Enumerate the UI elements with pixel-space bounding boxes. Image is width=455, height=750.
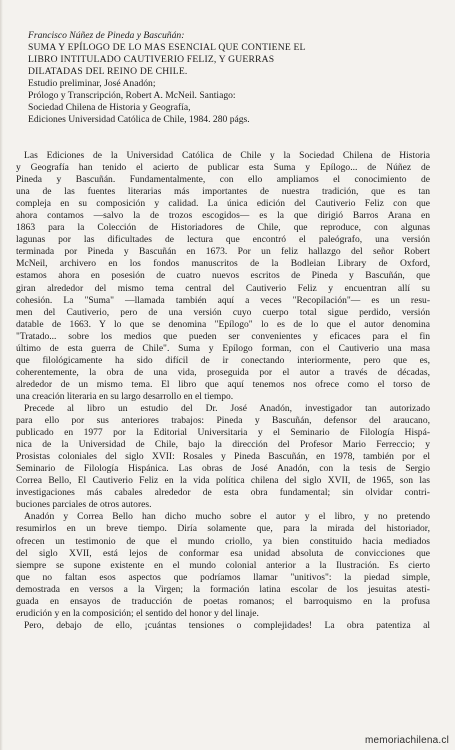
body-text-line: coherentemente, la obra de una vida, proseguida por el autor a través de décadas, bbox=[16, 366, 430, 378]
body-text-line: lagunas por las dificultades de lectura que encontró el paleógrafo, una versión bbox=[16, 234, 430, 246]
page-crease bbox=[0, 0, 3, 750]
body-text-line: Correa Bello, El Cautiverio Feliz en la vida política chilena del siglo XVII, de 1965, son las bbox=[16, 475, 430, 487]
citation-detail: Ediciones Universidad Católica de Chile, 1984. 280 págs. bbox=[28, 114, 250, 125]
body-text-line: ahora contamos —salvo la de trozos escogidos— es la que dirigió Barros Arana en bbox=[16, 210, 430, 222]
source-watermark: memoriachilena.cl bbox=[365, 735, 449, 746]
body-text-line: "Tratado... sobre los medios que pueden ser convenientes y eficaces para el fin bbox=[16, 330, 430, 342]
body-text-line: guada en ensayos de traducción de poetas romanos; el barroquismo en la profusa bbox=[16, 595, 430, 607]
body-text-line: que filológicamente ha sido difícil de ir conectando interiormente, pero que es, bbox=[16, 354, 430, 366]
body-text-line: cohesión. La "Suma" —llamada también aquí a veces "Recopilación"— es un resu- bbox=[16, 294, 430, 306]
body-text-line: Las Ediciones de la Universidad Católica de Chile y la Sociedad Chilena de Historia bbox=[24, 150, 430, 161]
body-text-line: y Geografía han tenido el acierto de publicar esta Suma y Epílogo... de Núñez de bbox=[16, 162, 430, 174]
citation-title-line: SUMA Y EPÍLOGO DE LO MAS ESENCIAL QUE CONTIENE EL bbox=[28, 42, 306, 53]
body-text-line: una creación literaria en su largo desarrollo en el tiempo. bbox=[16, 390, 234, 402]
body-text-line: Anadón y Correa Bello han dicho mucho sobre el autor y el libro, y no pretendo bbox=[24, 511, 430, 523]
body-text-line: Prosistas coloniales del siglo XVII: Rosales y Pineda Bascuñán, en 1978, también por el bbox=[16, 451, 430, 463]
body-text-line: último de esta guerra de Chile". Suma y Epílogo forman, con el Cautiverio una masa bbox=[16, 342, 430, 354]
body-text-line: nica de la Universidad de Chile, bajo la dirección del Profesor Mario Ferreccio; y bbox=[16, 439, 430, 451]
body-text-line: Precede al libro un estudio del Dr. José Anadón, investigador tan autorizado bbox=[24, 402, 430, 414]
citation-author: Francisco Núñez de Pineda y Bascuñán: bbox=[28, 30, 185, 41]
body-text-line: estamos ahora en posesión de cuatro nuevos escritos de Pineda y Bascuñán, que bbox=[16, 270, 430, 282]
citation-detail: Estudio preliminar, José Anadón; bbox=[28, 78, 156, 89]
body-text-line: 1863 para la Colección de Historiadores de Chile, que reproduce, con algunas bbox=[16, 222, 430, 234]
body-text-line: que no faltan esos aspectos que podríamos llamar "unitivos": la piedad simple, bbox=[16, 571, 430, 583]
body-text-line: investigaciones más cabales alrededor de esta obra fundamental; sin olvidar contri- bbox=[16, 487, 430, 499]
body-text-line: compleja en su composición y calidad. La única edición del Cautiverio Feliz con que bbox=[16, 198, 430, 210]
body-text-line: para ello por sus anteriores trabajos: Pineda y Bascuñán, defensor del araucano, bbox=[16, 415, 430, 427]
review-body bbox=[16, 150, 430, 632]
body-text-line: resumirlos en un breve tiempo. Diría solamente que, para la mirada del historiador, bbox=[16, 523, 430, 535]
body-text-line: erudición y en la composición; el sentido del honor y del linaje. bbox=[16, 607, 259, 619]
citation-title-line: DILATADAS DEL REINO DE CHILE. bbox=[28, 66, 188, 77]
body-text-line: Pineda y Bascuñán. Fundamentalmente, con ello ampliamos el conocimiento de bbox=[16, 174, 430, 186]
citation-detail: Prólogo y Transcripción, Robert A. McNeil. Santiago: bbox=[28, 90, 236, 101]
body-text-line: men del Cautiverio, pero de una versión cuyo cuerpo total sigue perdido, versión bbox=[16, 306, 430, 318]
body-text-line: publicado en 1977 por la Editorial Universitaria y el Seminario de Filología Hispá- bbox=[16, 427, 430, 439]
body-text-line: giran alrededor del mismo tema central del Cautiverio Feliz y encuentran allí su bbox=[16, 282, 430, 294]
body-text-line: demostrada en versos a la Virgen; la formación latina escolar de los jesuitas atesti- bbox=[16, 583, 430, 595]
citation-detail: Sociedad Chilena de Historia y Geografía, bbox=[28, 102, 191, 113]
body-text-line: Pero, debajo de ello, ¡cuántas tensiones o complejidades! La obra patentiza al bbox=[24, 619, 430, 631]
book-citation bbox=[28, 30, 433, 126]
body-text-line: siempre se supone existente en el mundo colonial anterior a la Ilustración. Es cierto bbox=[16, 559, 430, 571]
body-text-line: alrededor de un mismo tema. El libro que aquí tenemos nos ofrece como el torso de bbox=[16, 378, 430, 390]
body-text-line: del siglo XVII, está lejos de conformar esa unidad absoluta de convicciones que bbox=[16, 547, 430, 559]
body-text-line: datable de 1663. Y lo que se denomina "Epílogo" lo es de lo que el autor denomina bbox=[16, 318, 430, 330]
body-text-line: McNeil, archivero en los fondos manuscritos de la Bodleian Library de Oxford, bbox=[16, 258, 430, 270]
body-text-line: ofrecen un testimonio de que el mundo criollo, ya bien constituido hacia mediados bbox=[16, 535, 430, 547]
body-text-line: buciones parciales de otros autores. bbox=[16, 499, 152, 511]
body-text-line: una de las fuentes literarias más importantes de nuestra tradición, que es tan bbox=[16, 186, 430, 198]
body-text-line: terminada por Pineda y Bascuñán en 1673. Por un feliz hallazgo del señor Robert bbox=[16, 246, 430, 258]
body-text-line: Seminario de Filología Hispánica. Las obras de José Anadón, con la tesis de Sergio bbox=[16, 463, 430, 475]
citation-title-line: LIBRO INTITULADO CAUTIVERIO FELIZ, Y GUERRAS bbox=[28, 54, 275, 65]
